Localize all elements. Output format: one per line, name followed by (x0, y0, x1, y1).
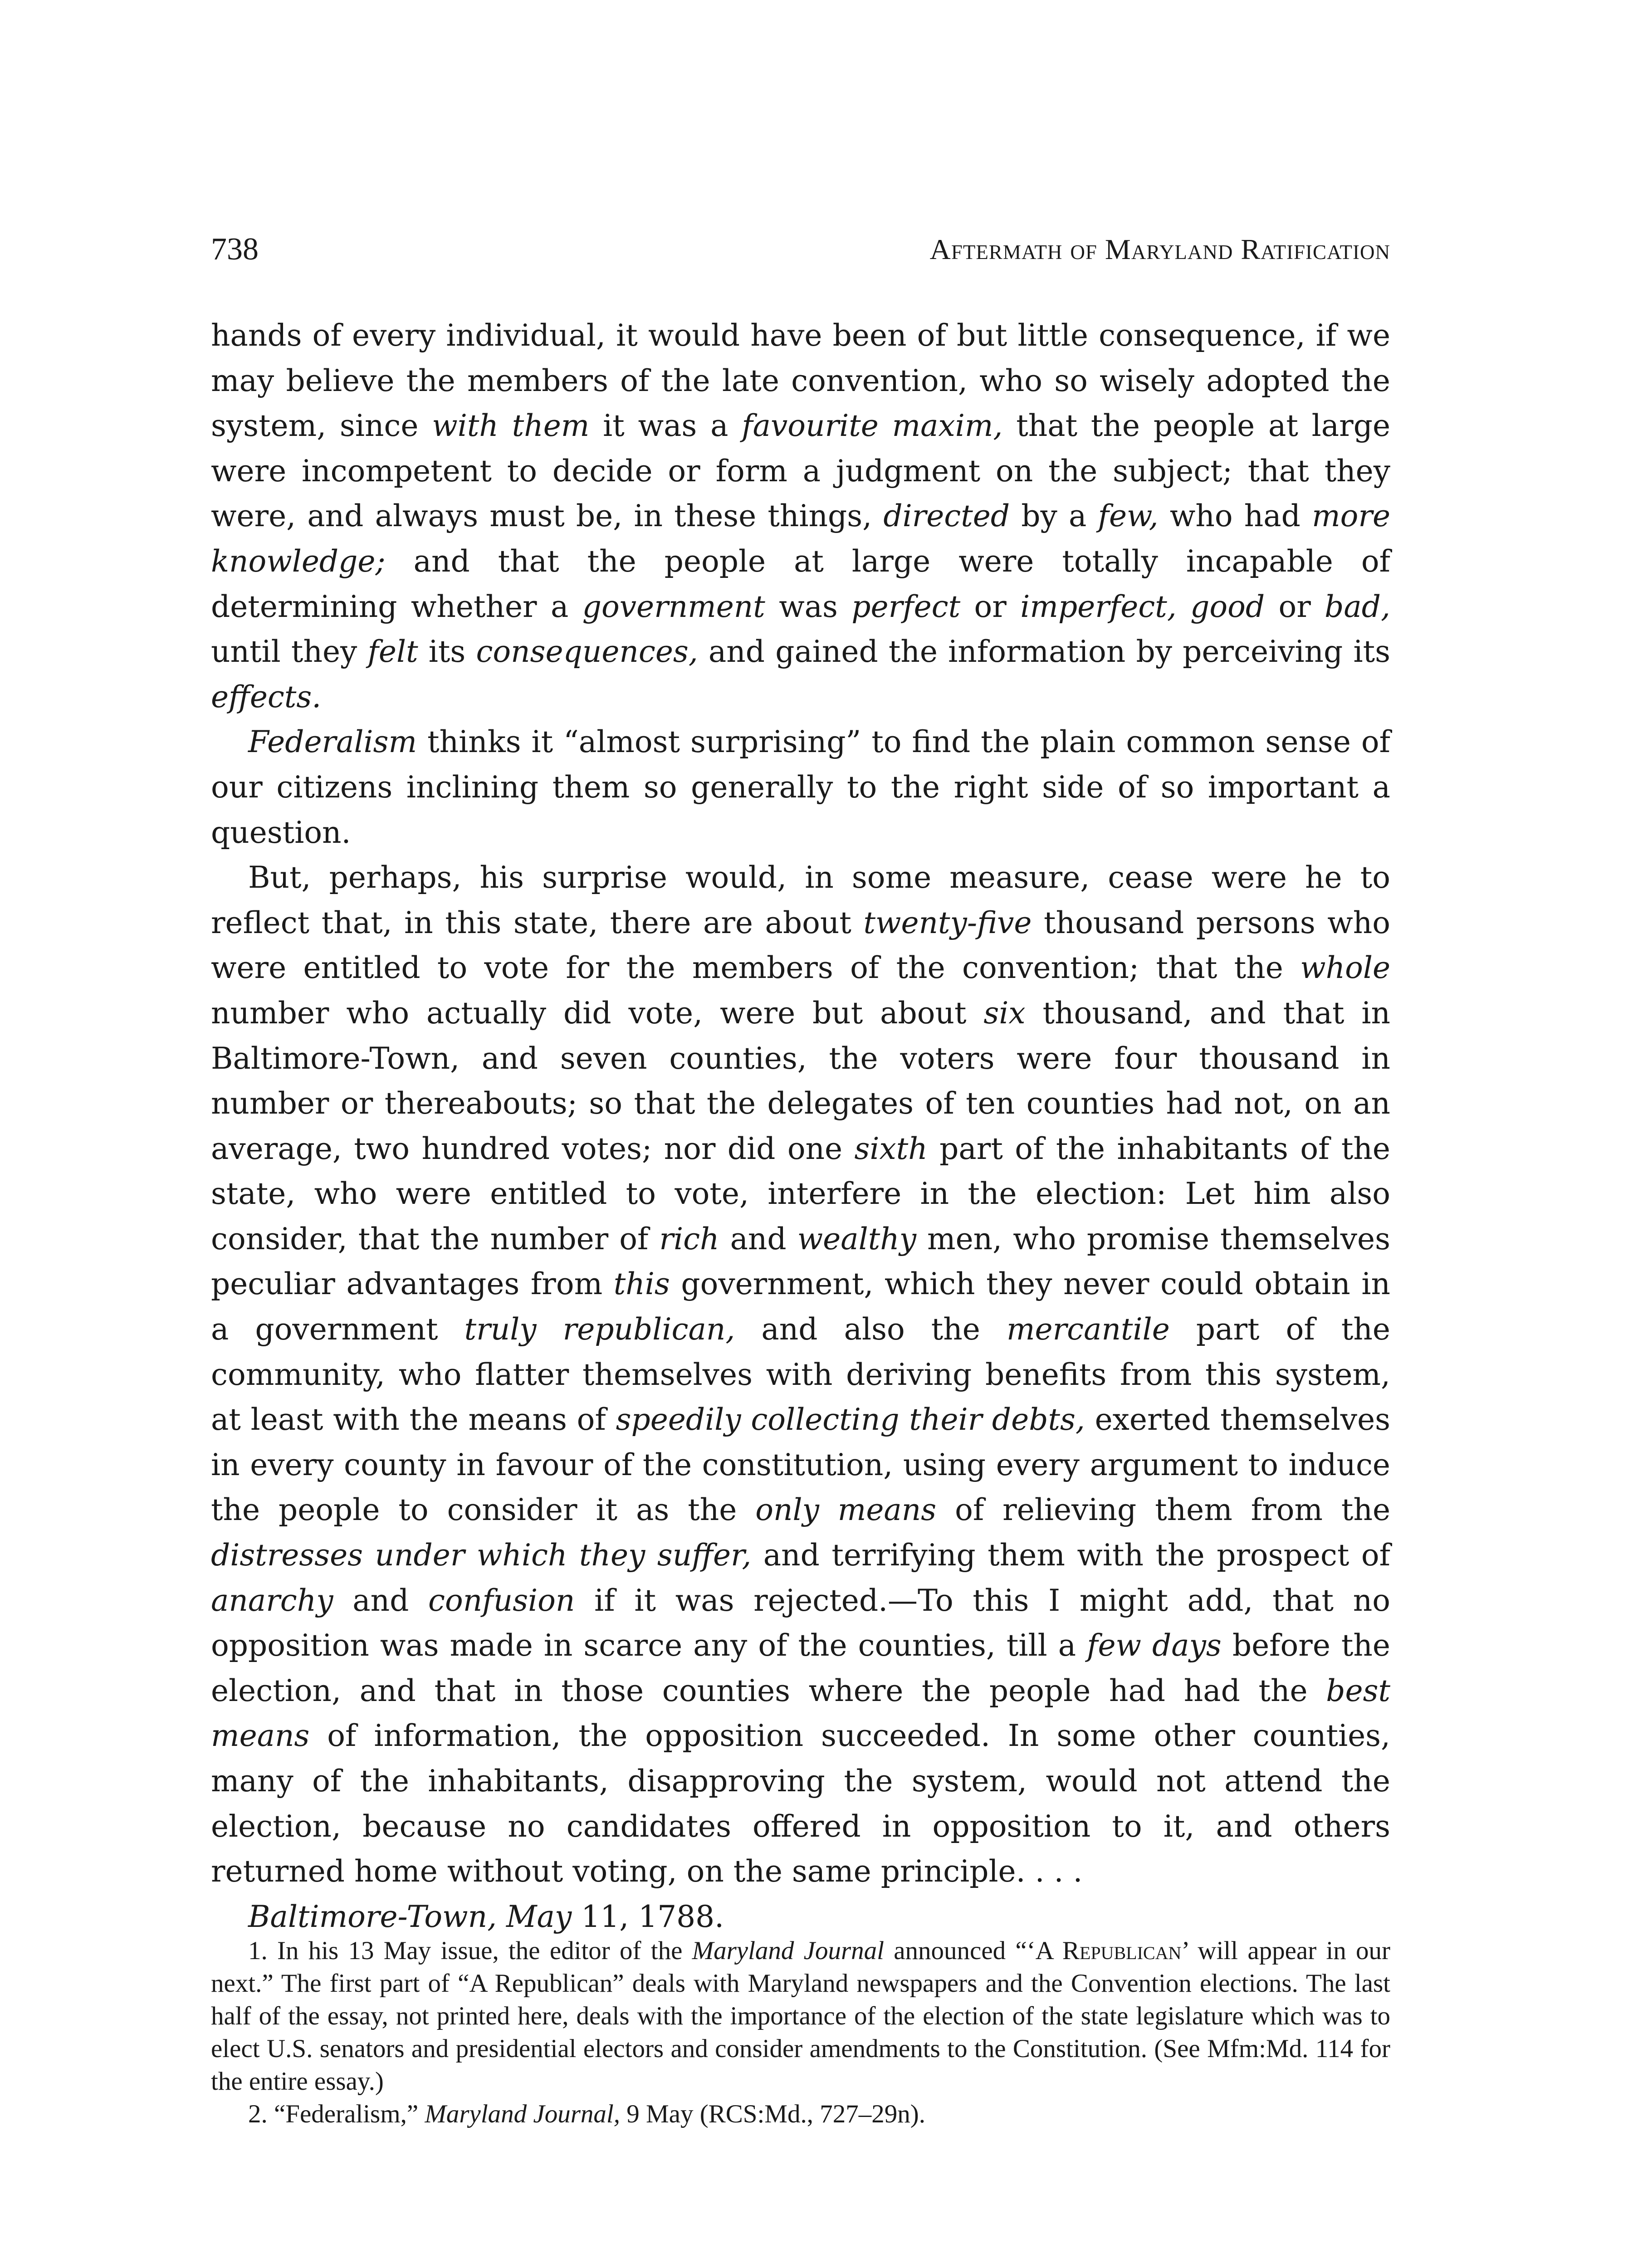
book-page (211, 0, 1390, 2268)
footnote-2: 2. “Federalism,” Maryland Journal, 9 May (RCS:Md., 727–29n). (248, 2100, 925, 2128)
paragraph-3: But, perhaps, his surprise would, in some measure, cease were he to reflect that, in this state, there are about twenty-five thousand persons who were entitled to vote for the members of the convention; that the whole number who actually did vote, were but about six thousand, and that in Baltimore-Town, and seven counties, the voters were four thousand in number or thereabouts; so that the delegates of ten counties had not, on an average, two hundred votes; nor did one sixth part of the inhabitants of the state, who were entitled to vote, interfere in the election: Let him also consider, that the number of rich and wealthy men, who promise themselves peculiar advantages from this government, which they never could obtain in a government truly republican, and also the mercantile part of the community, who flatter themselves with deriving benefits from this system, at least with the means of speedily collecting their debts, exerted themselves in every county in favour of the constitution, using every argument to induce the people to consider it as the only means of relieving them from the distresses under which they suffer, and terrifying them with the prospect of anarchy and confusion if it was rejected.—To this I might add, that no opposition was made in scarce any of the counties, till a few days before the election, and that in those counties where the people had had the best means of information, the opposition succeeded. In some other counties, many of the inhabitants, disapproving the system, would not attend the election, because no candidates offered in opposition to it, and others returned home without voting, on the same principle. . . . (211, 860, 1391, 1889)
body-text (211, 313, 1390, 1939)
footnotes (211, 1935, 1390, 2131)
dateline: Baltimore-Town, May 11, 1788. (248, 1899, 724, 1934)
paragraph-1: hands of every individual, it would have been of but little consequence, if we may believe the members of the late convention, who so wisely adopted the system, since with them it was a favourite maxim, that the people at large were incompetent to decide or form a judgment on the subject; that they were, and always must be, in these things, directed by a few, who had more knowledge; and that the people at large were totally incapable of determining whether a government was perfect or imperfect, good or bad, until they felt its consequences, and gained the information by perceiving its effects. (211, 318, 1391, 714)
page-number: 738 (211, 232, 259, 267)
paragraph-2: Federalism thinks it “almost surprising” to find the plain common sense of our citizens inclining them so generally to the right side of so important a question. (211, 724, 1390, 850)
running-head (211, 229, 1390, 270)
footnote-1: 1. In his 13 May issue, the editor of the Maryland Journal announced “‘A Republican’ will appear in our next.” The first part of “A Republican” deals with Maryland newspapers and the Convention elections. The last half of the essay, not printed here, deals with the importance of the election of the state legislature which was to elect U.S. senators and presidential electors and consider amendments to the Constitution. (See Mfm:Md. 114 for the entire essay.) (211, 1936, 1390, 2096)
running-title: Aftermath of Maryland Ratification (929, 233, 1390, 265)
